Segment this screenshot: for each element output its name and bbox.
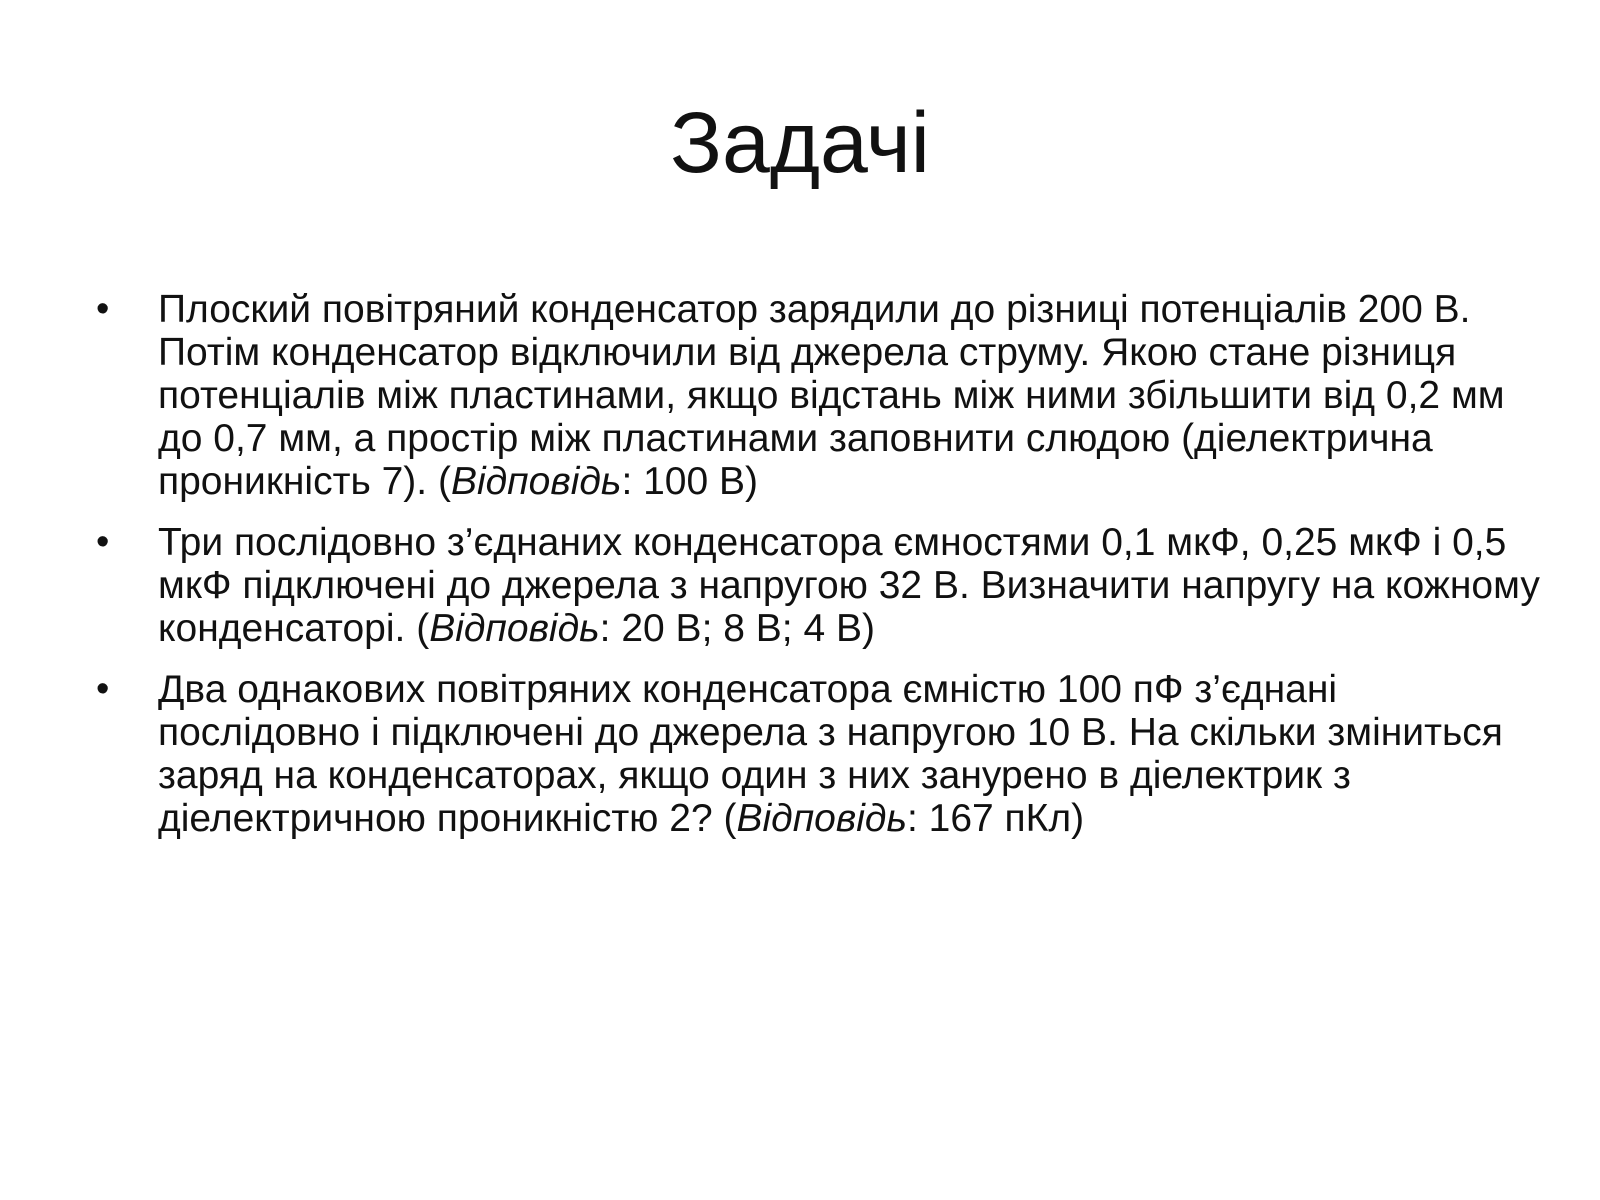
answer-value: : 100 В) <box>621 460 759 503</box>
task-item-2 <box>96 521 1546 650</box>
answer-label: Відповідь <box>429 607 600 650</box>
answer-value: : 167 пКл) <box>906 797 1085 840</box>
task-item-1 <box>96 288 1546 503</box>
task-text <box>158 668 1546 840</box>
bullet-icon: • <box>96 521 110 563</box>
answer-label: Відповідь <box>736 797 907 840</box>
task-statement: Плоский повітряний конденсатор зарядили до різниці потенціалів 200 В. Потім конденсатор відключили від джерела струму. Якою стане різниця потенціалів між пластинами, якщо відстань між ними збільшити від 0,2 мм до 0,7 мм, а простір між пластинами заповнити слюдою (діелектрична проникність 7). <box>158 288 1505 503</box>
answer-open: ( <box>427 460 451 503</box>
answer-open: ( <box>405 607 430 650</box>
slide-title: Задачі <box>670 95 930 191</box>
task-statement: Два однакових повітряних конденсатора ємністю 100 пФ з’єднані послідовно і підключені до джерела з напругою 10 В. На скільки зміниться заряд на конденсаторах, якщо один з них занурено в діелектрик з діелектричною проникністю 2? <box>158 668 1503 840</box>
answer-label: Відповідь <box>450 460 622 503</box>
answer-open: ( <box>712 797 737 840</box>
answer-value: : 20 В; 8 В; 4 В) <box>599 607 875 650</box>
task-item-3 <box>96 668 1546 840</box>
task-list <box>96 288 1546 858</box>
task-statement: Три послідовно з’єднаних конденсатора ємностями 0,1 мкФ, 0,25 мкФ і 0,5 мкФ підключені до джерела з напругою 32 В. Визначити напругу на кожному конденсаторі. <box>158 521 1540 650</box>
task-text <box>158 521 1546 650</box>
task-text <box>158 288 1546 503</box>
bullet-icon: • <box>96 288 110 330</box>
bullet-icon: • <box>96 668 110 710</box>
